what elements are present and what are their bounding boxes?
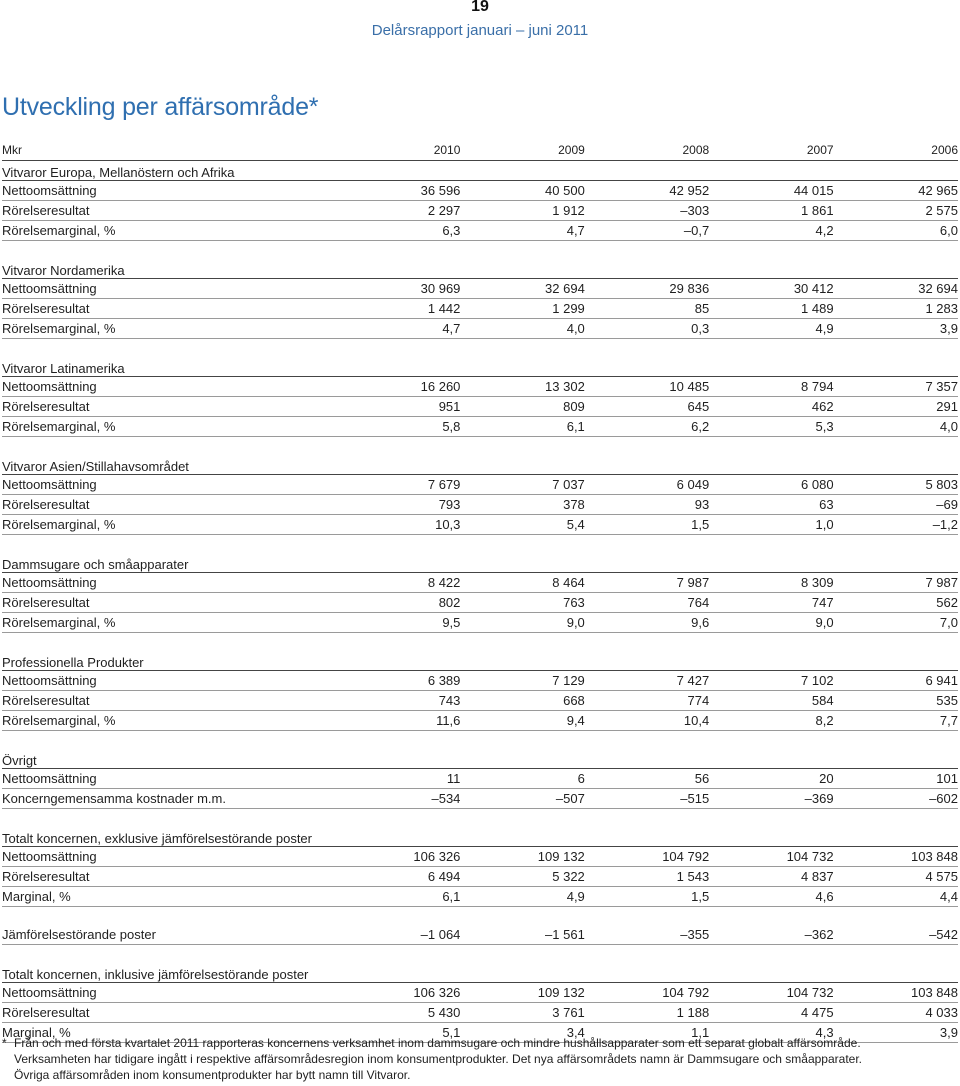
value-cell: 29 836 — [585, 279, 709, 299]
spacer-cell — [2, 633, 958, 652]
value-cell: 4,6 — [709, 887, 833, 907]
footnote-marker: * — [2, 1036, 7, 1050]
column-header-year: 2007 — [709, 139, 833, 161]
value-cell: 4,7 — [336, 319, 460, 339]
value-cell: 7 679 — [336, 475, 460, 495]
value-cell: 6,1 — [460, 417, 584, 437]
value-cell: 63 — [709, 495, 833, 515]
value-cell: 5,8 — [336, 417, 460, 437]
value-cell: 4,3 — [709, 1023, 833, 1043]
value-cell: 6,2 — [585, 417, 709, 437]
value-cell: 40 500 — [460, 181, 584, 201]
value-cell: 9,0 — [460, 613, 584, 633]
table-row — [2, 221, 958, 241]
group-spacer — [2, 437, 958, 456]
row-label: Rörelsemarginal, % — [2, 515, 336, 535]
value-cell: 5 322 — [460, 867, 584, 887]
value-cell: 764 — [585, 593, 709, 613]
spacer-cell — [2, 437, 958, 456]
value-cell: 1,1 — [585, 1023, 709, 1043]
table-row — [2, 671, 958, 691]
table-row — [2, 417, 958, 437]
group-spacer — [2, 907, 958, 926]
table-row — [2, 495, 958, 515]
row-label: Rörelsemarginal, % — [2, 417, 336, 437]
column-header-year: 2008 — [585, 139, 709, 161]
value-cell: 7 987 — [834, 573, 958, 593]
value-cell: 5 803 — [834, 475, 958, 495]
value-cell: 793 — [336, 495, 460, 515]
row-label: Nettoomsättning — [2, 671, 336, 691]
row-label: Marginal, % — [2, 1023, 336, 1043]
value-cell: 11,6 — [336, 711, 460, 731]
value-cell: 4,7 — [460, 221, 584, 241]
table-row — [2, 181, 958, 201]
value-cell: 6 494 — [336, 867, 460, 887]
footnote — [2, 1035, 958, 1083]
value-cell: 32 694 — [460, 279, 584, 299]
value-cell: 10,3 — [336, 515, 460, 535]
value-cell: 8 309 — [709, 573, 833, 593]
group-title: Vitvaror Latinamerika — [2, 357, 958, 377]
row-label: Nettoomsättning — [2, 573, 336, 593]
value-cell: 13 302 — [460, 377, 584, 397]
value-cell: 8 422 — [336, 573, 460, 593]
group-title-row — [2, 455, 958, 475]
row-label: Marginal, % — [2, 887, 336, 907]
table-row — [2, 377, 958, 397]
value-cell: 291 — [834, 397, 958, 417]
table-row — [2, 515, 958, 535]
value-cell: 1,5 — [585, 515, 709, 535]
row-label: Nettoomsättning — [2, 279, 336, 299]
value-cell: 6 080 — [709, 475, 833, 495]
report-title: Delårsrapport januari – juni 2011 — [371, 22, 589, 39]
value-cell: –542 — [834, 925, 958, 945]
group-spacer — [2, 731, 958, 750]
value-cell: 562 — [834, 593, 958, 613]
column-header-unit: Mkr — [2, 139, 336, 161]
value-cell: 42 952 — [585, 181, 709, 201]
table-row — [2, 769, 958, 789]
value-cell: 2 575 — [834, 201, 958, 221]
value-cell: 6,3 — [336, 221, 460, 241]
value-cell: –0,7 — [585, 221, 709, 241]
table-row — [2, 397, 958, 417]
value-cell: 30 412 — [709, 279, 833, 299]
row-label: Rörelseresultat — [2, 201, 336, 221]
table-row — [2, 201, 958, 221]
group-spacer — [2, 535, 958, 554]
table-row — [2, 319, 958, 339]
value-cell: 106 326 — [336, 983, 460, 1003]
group-spacer — [2, 809, 958, 828]
value-cell: 535 — [834, 691, 958, 711]
value-cell: 4 475 — [709, 1003, 833, 1023]
table-row — [2, 867, 958, 887]
value-cell: 6,1 — [336, 887, 460, 907]
table-row — [2, 983, 958, 1003]
value-cell: 668 — [460, 691, 584, 711]
value-cell: –1,2 — [834, 515, 958, 535]
row-label: Rörelseresultat — [2, 691, 336, 711]
table-row — [2, 925, 958, 945]
value-cell: 7 987 — [585, 573, 709, 593]
value-cell: 5,4 — [460, 515, 584, 535]
row-label: Koncerngemensamma kostnader m.m. — [2, 789, 336, 809]
footnote-text: Från och med första kvartalet 2011 rapporteras koncernens verksamhet inom dammsugare och mindre hushållsapparater som ett separat globalt affärsområde. — [14, 1036, 861, 1050]
row-label: Rörelsemarginal, % — [2, 221, 336, 241]
row-label: Rörelseresultat — [2, 1003, 336, 1023]
value-cell: 8,2 — [709, 711, 833, 731]
value-cell: 4,0 — [834, 417, 958, 437]
table-row — [2, 847, 958, 867]
footnote-line — [2, 1067, 958, 1083]
table-row — [2, 593, 958, 613]
value-cell: 3,4 — [460, 1023, 584, 1043]
column-header-year: 2010 — [336, 139, 460, 161]
value-cell: 743 — [336, 691, 460, 711]
row-label: Rörelseresultat — [2, 299, 336, 319]
value-cell: 106 326 — [336, 847, 460, 867]
value-cell: –602 — [834, 789, 958, 809]
value-cell: 1 489 — [709, 299, 833, 319]
value-cell: 5 430 — [336, 1003, 460, 1023]
spacer-cell — [2, 907, 958, 926]
value-cell: 774 — [585, 691, 709, 711]
table-row — [2, 613, 958, 633]
value-cell: 7 102 — [709, 671, 833, 691]
value-cell: –1 064 — [336, 925, 460, 945]
value-cell: 101 — [834, 769, 958, 789]
group-title: Övrigt — [2, 749, 958, 769]
footnote-line — [2, 1035, 958, 1051]
value-cell: 0,3 — [585, 319, 709, 339]
value-cell: 5,3 — [709, 417, 833, 437]
group-spacer — [2, 945, 958, 964]
group-title-row — [2, 357, 958, 377]
group-title: Totalt koncernen, inklusive jämförelsestörande poster — [2, 963, 958, 983]
value-cell: 9,4 — [460, 711, 584, 731]
value-cell: 30 969 — [336, 279, 460, 299]
value-cell: 3,9 — [834, 319, 958, 339]
value-cell: –515 — [585, 789, 709, 809]
row-label: Nettoomsättning — [2, 377, 336, 397]
value-cell: –69 — [834, 495, 958, 515]
value-cell: 1 912 — [460, 201, 584, 221]
value-cell: 1 188 — [585, 1003, 709, 1023]
value-cell: 8 464 — [460, 573, 584, 593]
value-cell: 93 — [585, 495, 709, 515]
value-cell: 4,2 — [709, 221, 833, 241]
row-label: Jämförelsestörande poster — [2, 925, 336, 945]
column-header-year: 2006 — [834, 139, 958, 161]
value-cell: 645 — [585, 397, 709, 417]
value-cell: 103 848 — [834, 983, 958, 1003]
spacer-cell — [2, 339, 958, 358]
value-cell: 103 848 — [834, 847, 958, 867]
spacer-cell — [2, 945, 958, 964]
group-title-row — [2, 259, 958, 279]
value-cell: 6 049 — [585, 475, 709, 495]
value-cell: 3,9 — [834, 1023, 958, 1043]
table-row — [2, 691, 958, 711]
value-cell: 3 761 — [460, 1003, 584, 1023]
value-cell: 6 389 — [336, 671, 460, 691]
spacer-cell — [2, 241, 958, 260]
value-cell: 7 427 — [585, 671, 709, 691]
value-cell: 1 283 — [834, 299, 958, 319]
table-body — [2, 161, 958, 1043]
value-cell: 85 — [585, 299, 709, 319]
value-cell: 10 485 — [585, 377, 709, 397]
value-cell: 6,0 — [834, 221, 958, 241]
group-title-row — [2, 553, 958, 573]
value-cell: 747 — [709, 593, 833, 613]
value-cell: 104 732 — [709, 847, 833, 867]
value-cell: 7,0 — [834, 613, 958, 633]
value-cell: 5,1 — [336, 1023, 460, 1043]
row-label: Rörelseresultat — [2, 495, 336, 515]
value-cell: 4 575 — [834, 867, 958, 887]
column-header-year: 2009 — [460, 139, 584, 161]
value-cell: –1 561 — [460, 925, 584, 945]
value-cell: 56 — [585, 769, 709, 789]
value-cell: 462 — [709, 397, 833, 417]
row-label: Rörelseresultat — [2, 867, 336, 887]
value-cell: 763 — [460, 593, 584, 613]
value-cell: 9,5 — [336, 613, 460, 633]
row-label: Rörelsemarginal, % — [2, 319, 336, 339]
group-title-row — [2, 651, 958, 671]
value-cell: 16 260 — [336, 377, 460, 397]
value-cell: 109 132 — [460, 847, 584, 867]
value-cell: 1,0 — [709, 515, 833, 535]
table-row — [2, 711, 958, 731]
value-cell: 9,0 — [709, 613, 833, 633]
table-row — [2, 475, 958, 495]
table-row — [2, 789, 958, 809]
value-cell: 42 965 — [834, 181, 958, 201]
value-cell: 4 837 — [709, 867, 833, 887]
value-cell: 32 694 — [834, 279, 958, 299]
value-cell: 951 — [336, 397, 460, 417]
group-title-row — [2, 161, 958, 181]
table-header-row — [2, 139, 958, 161]
value-cell: 4,9 — [709, 319, 833, 339]
spacer-cell — [2, 809, 958, 828]
value-cell: 1 543 — [585, 867, 709, 887]
row-label: Rörelsemarginal, % — [2, 613, 336, 633]
value-cell: –369 — [709, 789, 833, 809]
value-cell: 8 794 — [709, 377, 833, 397]
group-spacer — [2, 339, 958, 358]
value-cell: –303 — [585, 201, 709, 221]
value-cell: 2 297 — [336, 201, 460, 221]
value-cell: 4,9 — [460, 887, 584, 907]
group-title: Dammsugare och småapparater — [2, 553, 958, 573]
row-label: Nettoomsättning — [2, 847, 336, 867]
value-cell: 104 732 — [709, 983, 833, 1003]
table-row — [2, 887, 958, 907]
group-title: Vitvaror Nordamerika — [2, 259, 958, 279]
group-title: Totalt koncernen, exklusive jämförelsestörande poster — [2, 827, 958, 847]
value-cell: 584 — [709, 691, 833, 711]
group-spacer — [2, 633, 958, 652]
value-cell: –362 — [709, 925, 833, 945]
value-cell: 104 792 — [585, 847, 709, 867]
value-cell: 4,0 — [460, 319, 584, 339]
footnote-line — [2, 1051, 958, 1067]
spacer-cell — [2, 731, 958, 750]
value-cell: 10,4 — [585, 711, 709, 731]
group-spacer — [2, 241, 958, 260]
value-cell: 1 861 — [709, 201, 833, 221]
row-label: Nettoomsättning — [2, 181, 336, 201]
value-cell: 6 941 — [834, 671, 958, 691]
value-cell: 7 357 — [834, 377, 958, 397]
row-label: Nettoomsättning — [2, 983, 336, 1003]
value-cell: 20 — [709, 769, 833, 789]
value-cell: –507 — [460, 789, 584, 809]
value-cell: 44 015 — [709, 181, 833, 201]
footnote-text: Övriga affärsområden inom konsumentprodukter har bytt namn till Vitvaror. — [14, 1068, 411, 1082]
table-row — [2, 279, 958, 299]
value-cell: 6 — [460, 769, 584, 789]
value-cell: 809 — [460, 397, 584, 417]
value-cell: 378 — [460, 495, 584, 515]
group-title-row — [2, 749, 958, 769]
row-label: Rörelsemarginal, % — [2, 711, 336, 731]
value-cell: 1,5 — [585, 887, 709, 907]
value-cell: 9,6 — [585, 613, 709, 633]
value-cell: 7,7 — [834, 711, 958, 731]
row-label: Nettoomsättning — [2, 475, 336, 495]
table-row — [2, 1003, 958, 1023]
value-cell: 7 129 — [460, 671, 584, 691]
value-cell: 7 037 — [460, 475, 584, 495]
value-cell: 109 132 — [460, 983, 584, 1003]
row-label: Rörelseresultat — [2, 397, 336, 417]
group-title: Vitvaror Europa, Mellanöstern och Afrika — [2, 161, 958, 181]
value-cell: 4,4 — [834, 887, 958, 907]
value-cell: 36 596 — [336, 181, 460, 201]
value-cell: 4 033 — [834, 1003, 958, 1023]
value-cell: –355 — [585, 925, 709, 945]
value-cell: 802 — [336, 593, 460, 613]
value-cell: 1 442 — [336, 299, 460, 319]
section-heading: Utveckling per affärsområde* — [2, 93, 319, 121]
row-label: Nettoomsättning — [2, 769, 336, 789]
footnote-text: Verksamheten har tidigare ingått i respektive affärsområdesregion inom konsumentprodukter. Det nya affärsområdets namn är Dammsugare och småapparater. — [14, 1052, 862, 1066]
spacer-cell — [2, 535, 958, 554]
value-cell: –534 — [336, 789, 460, 809]
row-label: Rörelseresultat — [2, 593, 336, 613]
group-title: Professionella Produkter — [2, 651, 958, 671]
table-row — [2, 573, 958, 593]
value-cell: 1 299 — [460, 299, 584, 319]
table-row — [2, 299, 958, 319]
value-cell: 104 792 — [585, 983, 709, 1003]
value-cell: 11 — [336, 769, 460, 789]
group-title-row — [2, 827, 958, 847]
group-title-row — [2, 963, 958, 983]
group-title: Vitvaror Asien/Stillahavsområdet — [2, 455, 958, 475]
page-number: 19 — [471, 0, 489, 15]
business-area-table — [2, 139, 958, 1043]
